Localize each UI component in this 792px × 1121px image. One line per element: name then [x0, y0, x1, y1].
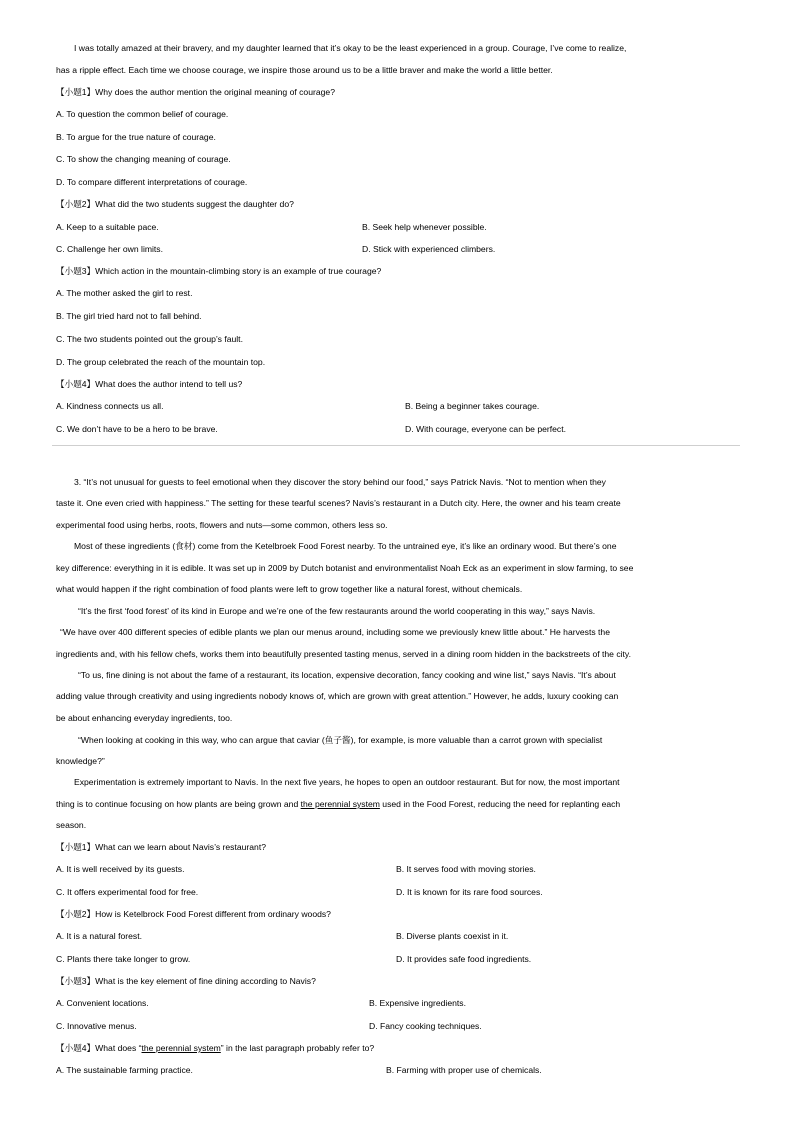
option-a: A. It is a natural forest. — [56, 931, 142, 941]
option-d: D. Fancy cooking techniques. — [369, 1021, 482, 1031]
option-c: C. The two students pointed out the group’s fault. — [56, 334, 243, 344]
option-c: C. We don’t have to be a hero to be brave. — [56, 424, 218, 434]
option-a: A. It is well received by its guests. — [56, 864, 185, 874]
passage-line: adding value through creativity and using ingredients nobody knows of, which are grown with great attention.” However, he adds, luxury cooking can — [56, 691, 619, 701]
passage-line: has a ripple effect. Each time we choose courage, we inspire those around us to be a little braver and make the world a little better. — [56, 65, 553, 75]
option-c: C. Plants there take longer to grow. — [56, 954, 191, 964]
passage-line: 3. “It’s not unusual for guests to feel emotional when they discover the story behind our food,” says Patrick Navis. “Not to mention when they — [74, 477, 606, 487]
option-a: A. The sustainable farming practice. — [56, 1065, 193, 1075]
option-d: D. With courage, everyone can be perfect. — [405, 424, 566, 434]
stem-text: ” in the last paragraph probably refer to? — [220, 1043, 375, 1053]
passage-line: what would happen if the right combination of food plants were left to grow together like a natural forest, without chemicals. — [56, 584, 523, 594]
question-stem: 【小题4】What does the author intend to tell us? — [56, 379, 243, 389]
question-stem — [56, 1042, 374, 1054]
passage-line: “To us, fine dining is not about the fame of a restaurant, its location, expensive decoration, fancy cooking and wine list,” says Navis. “It’s about — [78, 670, 616, 680]
option-b: B. Farming with proper use of chemicals. — [386, 1065, 542, 1075]
question-stem: 【小题1】What can we learn about Navis’s restaurant? — [56, 842, 267, 852]
passage-line: ingredients and, with his fellow chefs, works them into beautifully presented tasting menus, served in a dining room hidden in the backstreets of the city. — [56, 649, 631, 659]
passage-line: be about enhancing everyday ingredients, too. — [56, 713, 233, 723]
passage-line: key difference: everything in it is edible. It was set up in 2009 by Dutch botanist and environmentalist Noah Eck as an experiment in slow farming, to see — [56, 563, 634, 573]
passage-line: knowledge?” — [56, 756, 105, 766]
option-b: B. Expensive ingredients. — [369, 998, 466, 1008]
question-stem: 【小题2】What did the two students suggest the daughter do? — [56, 199, 294, 209]
option-d: D. To compare different interpretations of courage. — [56, 177, 248, 187]
option-b: B. To argue for the true nature of courage. — [56, 132, 216, 142]
passage-line: Most of these ingredients (食材) come from the Ketelbroek Food Forest nearby. To the untrained eye, it’s like an ordinary wood. But there’s one — [74, 541, 617, 551]
section-divider — [52, 445, 740, 446]
passage-text: thing is to continue focusing on how plants are being grown and — [56, 799, 301, 809]
underlined-term: the perennial system — [141, 1043, 221, 1053]
option-b: B. Being a beginner takes courage. — [405, 401, 540, 411]
option-b: B. It serves food with moving stories. — [396, 864, 536, 874]
option-b: B. Diverse plants coexist in it. — [396, 931, 509, 941]
option-b: B. Seek help whenever possible. — [362, 222, 487, 232]
option-a: A. Convenient locations. — [56, 998, 149, 1008]
option-c: C. Challenge her own limits. — [56, 244, 163, 254]
stem-text: 【小题4】What does “ — [56, 1043, 142, 1053]
passage-line: “We have over 400 different species of edible plants we plan our menus around, including some we previously knew little about.” He harvests the — [60, 627, 610, 637]
passage-text: used in the Food Forest, reducing the need for replanting each — [379, 799, 621, 809]
option-d: D. Stick with experienced climbers. — [362, 244, 496, 254]
passage-line — [56, 798, 620, 810]
option-b: B. The girl tried hard not to fall behind. — [56, 311, 202, 321]
option-a: A. The mother asked the girl to rest. — [56, 288, 193, 298]
passage-line: I was totally amazed at their bravery, and my daughter learned that it’s okay to be the least experienced in a group. Courage, I’ve come to realize, — [74, 43, 627, 53]
option-c: C. It offers experimental food for free. — [56, 887, 199, 897]
passage-line: “It’s the first ‘food forest’ of its kind in Europe and we’re one of the few restaurants around the world cooperating in this way,” says Navis. — [78, 606, 596, 616]
question-stem: 【小题3】Which action in the mountain-climbing story is an example of true courage? — [56, 266, 382, 276]
question-stem: 【小题2】How is Ketelbrock Food Forest different from ordinary woods? — [56, 909, 331, 919]
question-stem: 【小题3】What is the key element of fine dining according to Navis? — [56, 976, 316, 986]
underlined-term: the perennial system — [300, 799, 380, 809]
option-c: C. To show the changing meaning of courage. — [56, 154, 231, 164]
option-d: D. It provides safe food ingredients. — [396, 954, 532, 964]
option-c: C. Innovative menus. — [56, 1021, 137, 1031]
passage-line: taste it. One even cried with happiness.” The setting for these tearful scenes? Navis’s restaurant in a Dutch city. Here, the owner and his team create — [56, 498, 621, 508]
option-d: D. The group celebrated the reach of the mountain top. — [56, 357, 266, 367]
option-a: A. To question the common belief of courage. — [56, 109, 229, 119]
option-a: A. Keep to a suitable pace. — [56, 222, 159, 232]
option-a: A. Kindness connects us all. — [56, 401, 164, 411]
question-stem: 【小题1】Why does the author mention the original meaning of courage? — [56, 87, 335, 97]
passage-line: season. — [56, 820, 87, 830]
passage-line: Experimentation is extremely important to Navis. In the next five years, he hopes to open an outdoor restaurant. But for now, the most important — [74, 777, 620, 787]
option-d: D. It is known for its rare food sources. — [396, 887, 543, 897]
passage-line: experimental food using herbs, roots, flowers and nuts—some common, others less so. — [56, 520, 388, 530]
passage-line: “When looking at cooking in this way, who can argue that caviar (鱼子酱), for example, is more valuable than a carrot grown with specialist — [78, 735, 603, 745]
